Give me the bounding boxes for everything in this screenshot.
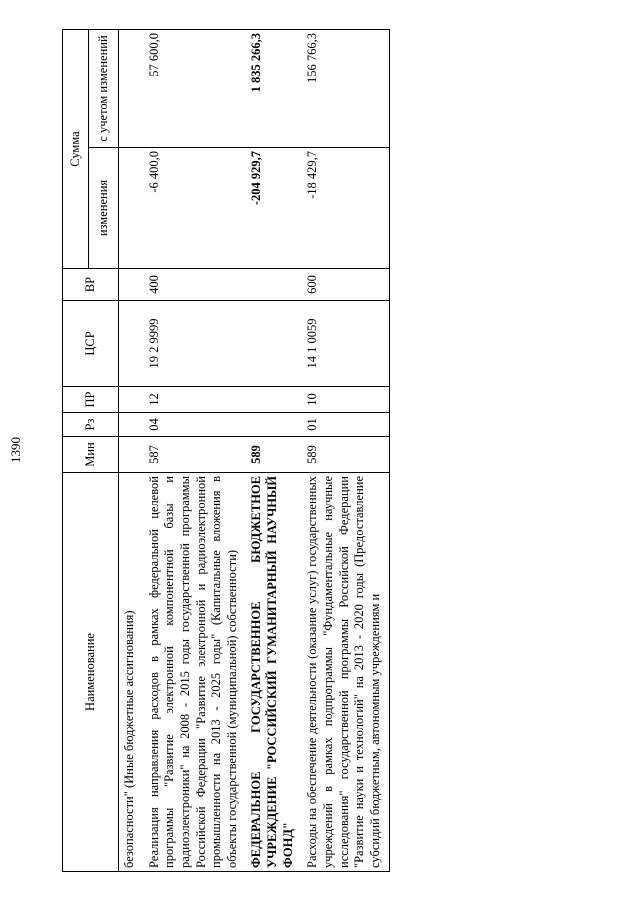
header-min: Мин xyxy=(63,437,119,473)
budget-table xyxy=(62,29,390,872)
row-vr: 400 xyxy=(144,269,247,301)
row-csr xyxy=(119,301,144,387)
table-row xyxy=(144,30,247,872)
row-min: 589 xyxy=(246,437,302,473)
header-pr: ПР xyxy=(63,387,119,413)
row-total: 156 766,3 xyxy=(302,30,390,148)
row-vr xyxy=(246,269,302,301)
row-change xyxy=(119,148,144,269)
row-name: безопасности" (Иные бюджетные ассигнования) xyxy=(119,473,144,872)
row-min: 589 xyxy=(302,437,390,473)
row-rz xyxy=(119,413,144,437)
row-name: ФЕДЕРАЛЬНОЕ ГОСУДАРСТВЕННОЕ БЮДЖЕТНОЕ УЧРЕЖДЕНИЕ "РОССИЙСКИЙ ГУМАНИТАРНЫЙ НАУЧНЫЙ ФОНД" xyxy=(246,473,302,872)
row-pr: 12 xyxy=(144,387,247,413)
header-vr: ВР xyxy=(63,269,119,301)
row-pr xyxy=(246,387,302,413)
row-csr: 14 1 0059 xyxy=(302,301,390,387)
header-name: Наименование xyxy=(63,473,119,872)
row-vr xyxy=(119,269,144,301)
row-total xyxy=(119,30,144,148)
row-csr xyxy=(246,301,302,387)
row-change: -6 400,0 xyxy=(144,148,247,269)
row-pr xyxy=(119,387,144,413)
header-sum: Сумма xyxy=(63,30,89,269)
row-min: 587 xyxy=(144,437,247,473)
row-vr: 600 xyxy=(302,269,390,301)
row-rz xyxy=(246,413,302,437)
header-rz: Рз xyxy=(63,413,119,437)
row-min xyxy=(119,437,144,473)
row-change: -18 429,7 xyxy=(302,148,390,269)
row-name: Расходы на обеспечение деятельности (оказание услуг) государственных учреждений в рамках подпрограммы "Фундаментальные научные исследования" государственной программы Российской Федерации "Развитие науки и технологий" на 2013 - 2020 годы (Предоставление субсидий бюджетным, автономным учреждениям и xyxy=(302,473,390,872)
row-name: Реализация направления расходов в рамках федеральной целевой программы "Развитие электронной компонентной базы и радиоэлектроники" на 2008 - 2015 годы государственной программы Российской Федерации "Развитие электронной и радиоэлектронной промышленности на 2013 - 2025 годы" (Капитальные вложения в объекты государственной (муниципальной) собственности) xyxy=(144,473,247,872)
row-total: 57 600,0 xyxy=(144,30,247,148)
header-csr: ЦСР xyxy=(63,301,119,387)
table-row xyxy=(302,30,390,872)
row-rz: 01 xyxy=(302,413,390,437)
table-row xyxy=(246,30,302,872)
row-pr: 10 xyxy=(302,387,390,413)
row-rz: 04 xyxy=(144,413,247,437)
header-with-changes: с учетом изменений xyxy=(89,30,119,148)
row-change: -204 929,7 xyxy=(246,148,302,269)
table-row xyxy=(119,30,144,872)
row-total: 1 835 266,3 xyxy=(246,30,302,148)
page-number: 1390 xyxy=(8,437,23,463)
row-csr: 19 2 9999 xyxy=(144,301,247,387)
header-change: изменения xyxy=(89,148,119,269)
